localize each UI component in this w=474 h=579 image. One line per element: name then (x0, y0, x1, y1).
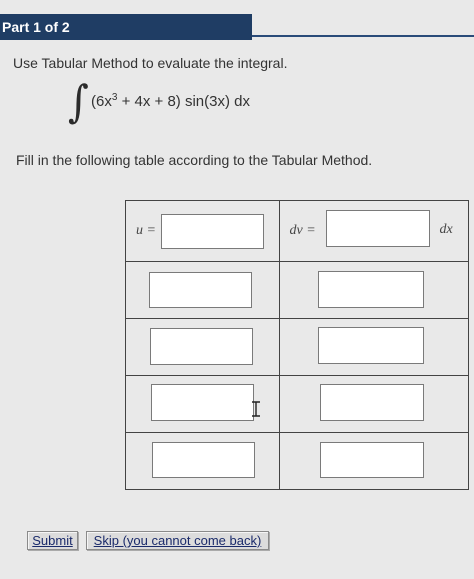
dv-integral-input-2[interactable] (318, 327, 424, 364)
u-cell (126, 201, 280, 262)
u-derivative-input-3[interactable] (151, 384, 254, 421)
dv-integral-cell (279, 262, 468, 319)
integrand-pre: (6x (91, 93, 112, 110)
integrand-post: + 4x + 8) sin(3x) dx (117, 93, 250, 110)
integral-symbol: ∫ (68, 76, 89, 128)
table-row (126, 376, 469, 433)
u-label: u = (136, 223, 156, 238)
text-cursor-icon (251, 401, 261, 417)
dv-cell (279, 201, 468, 262)
problem-instruction: Use Tabular Method to evaluate the integral. (13, 55, 288, 71)
u-derivative-cell (126, 433, 280, 490)
u-input[interactable] (161, 214, 264, 249)
part-header (0, 14, 252, 40)
table-row (126, 262, 469, 319)
integrand-exponent: 3 (111, 92, 118, 103)
dv-input[interactable] (326, 210, 430, 247)
skip-button[interactable]: Skip (you cannot come back) (86, 531, 269, 550)
table-header-row (126, 201, 469, 262)
integrand (91, 92, 250, 110)
u-derivative-input-1[interactable] (149, 272, 252, 308)
u-derivative-input-2[interactable] (150, 328, 253, 365)
header-divider (252, 35, 474, 37)
dv-label: dv = (289, 223, 316, 238)
dv-integral-cell (279, 433, 468, 490)
table-instruction: Fill in the following table according to the Tabular Method. (16, 152, 373, 168)
u-derivative-cell (126, 376, 280, 433)
u-derivative-cell (126, 262, 280, 319)
u-derivative-input-4[interactable] (152, 442, 255, 478)
submit-button[interactable]: Submit (27, 531, 78, 550)
tabular-method-table (125, 200, 469, 490)
dv-integral-cell (279, 376, 468, 433)
dx-label: dx (439, 222, 453, 237)
dv-integral-input-1[interactable] (318, 271, 424, 308)
table-row (126, 433, 469, 490)
dv-integral-input-4[interactable] (320, 442, 424, 478)
table-row (126, 319, 469, 376)
dv-integral-input-3[interactable] (320, 384, 424, 421)
dv-integral-cell (279, 319, 468, 376)
u-derivative-cell (126, 319, 280, 376)
part-label: Part 1 of 2 (2, 19, 70, 35)
